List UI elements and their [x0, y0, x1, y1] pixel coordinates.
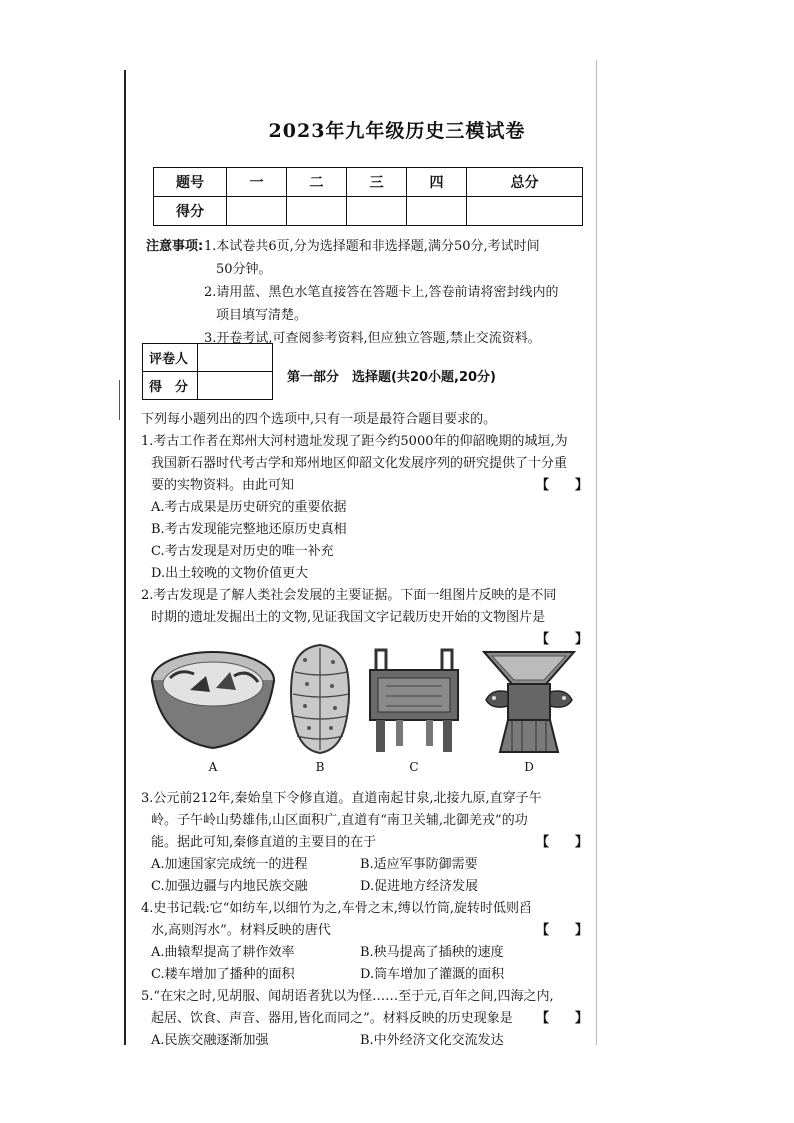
binding-mark [119, 380, 120, 420]
answer-bracket[interactable]: 【 】 [536, 1011, 589, 1026]
notice-item: 1.本试卷共6页,分为选择题和非选择题,满分50分,考试时间 [204, 239, 540, 254]
score-header-cell: 二 [287, 168, 347, 197]
option-d: D.筒车增加了灌溉的面积 [360, 967, 505, 982]
option-d: D.促进地方经济发展 [360, 879, 479, 894]
question-3-stem: 能。据此可知,秦修直道的主要目的在于 [151, 835, 377, 850]
option-a: A.民族交融逐渐加强 [151, 1033, 269, 1048]
answer-bracket[interactable]: 【 】 [536, 478, 589, 493]
score-header-cell: 四 [407, 168, 467, 197]
binding-line [124, 70, 126, 1045]
option-c: C.考古发现是对历史的唯一补充 [151, 544, 334, 559]
artifact-label: A [208, 760, 218, 774]
grader-label: 得 分 [143, 372, 198, 400]
grader-cell[interactable] [198, 372, 273, 400]
question-4-stem: 水,高则泻水”。材料反映的唐代 [151, 923, 331, 938]
artifact-label: C [409, 760, 419, 774]
option-a: A.考古成果是历史研究的重要依据 [151, 500, 347, 515]
score-table-header-row [154, 168, 583, 197]
exam-title: 2023年九年级历史三模试卷 [268, 120, 526, 142]
score-row-label: 得分 [154, 197, 227, 226]
option-b: B.适应军事防御需要 [360, 857, 478, 872]
grader-cell[interactable] [198, 344, 273, 372]
score-table-value-row [154, 197, 583, 226]
score-header-cell: 总分 [467, 168, 583, 197]
score-cell[interactable] [347, 197, 407, 226]
question-1-stem: 要的实物资料。由此可知 [151, 478, 295, 493]
question-4-stem: 4.史书记载:它“如纺车,以细竹为之,车骨之末,缚以竹筒,旋转时低则舀 [141, 901, 532, 916]
score-header-cell: 一 [227, 168, 287, 197]
option-a: A.加速国家完成统一的进程 [151, 857, 308, 872]
grader-table [142, 343, 273, 400]
instruction-text: 下列每小题列出的四个选项中,只有一项是最符合题目要求的。 [141, 412, 497, 427]
score-cell[interactable] [287, 197, 347, 226]
question-2-stem: 时期的遗址发掘出土的文物,见证我国文字记载历史开始的文物图片是 [151, 610, 546, 625]
answer-bracket[interactable]: 【 】 [536, 923, 589, 938]
option-d: D.出土较晚的文物价值更大 [151, 566, 309, 581]
bronze-ding-image [366, 648, 462, 754]
answer-bracket[interactable]: 【 】 [536, 632, 589, 647]
option-b: B.考古发现能完整地还原历史真相 [151, 522, 347, 537]
option-c: C.加强边疆与内地民族交融 [151, 879, 308, 894]
question-2-stem: 2.考古发现是了解人类社会发展的主要证据。下面一组图片反映的是不同 [141, 588, 557, 603]
painted-pottery-basin-image [150, 648, 276, 752]
option-a: A.曲辕犁提高了耕作效率 [151, 945, 295, 960]
page-edge [596, 60, 597, 1045]
question-3-stem: 3.公元前212年,秦始皇下令修直道。直道南起甘泉,北接九原,直穿子午 [141, 791, 542, 806]
notice-head: 注意事项: [146, 239, 204, 254]
question-1-stem: 1.考古工作者在郑州大河村遗址发现了距今约5000年的仰韶晚期的城垣,为 [141, 434, 568, 449]
notice-item: 项目填写清楚。 [216, 308, 308, 323]
oracle-bone-shell-image [287, 642, 353, 756]
bronze-zun-image [478, 648, 580, 754]
question-1-stem: 我国新石器时代考古学和郑州地区仰韶文化发展序列的研究提供了十分重 [151, 456, 568, 471]
question-3-stem: 岭。子午岭山势雄伟,山区面积广,直道有“南卫关辅,北御羌戎”的功 [151, 813, 528, 828]
score-cell[interactable] [407, 197, 467, 226]
notice-item: 2.请用蓝、黑色水笔直接答在答题卡上,答卷前请将密封线内的 [204, 285, 559, 300]
artifact-label: D [524, 760, 534, 774]
option-c: C.耧车增加了播种的面积 [151, 967, 295, 982]
notice-item: 3.开卷考试,可查阅参考资料,但应独立答题,禁止交流资料。 [204, 331, 541, 346]
score-header-cell: 题号 [154, 168, 227, 197]
score-cell[interactable] [467, 197, 583, 226]
question-5-stem: 5.“在宋之时,见胡服、闻胡语者犹以为怪……至于元,百年之间,四海之内, [141, 989, 554, 1004]
score-cell[interactable] [227, 197, 287, 226]
notice-item: 50分钟。 [216, 262, 272, 277]
artifact-label: B [315, 760, 325, 774]
grader-label: 评卷人 [143, 344, 198, 372]
score-header-cell: 三 [347, 168, 407, 197]
score-table [153, 167, 583, 226]
answer-bracket[interactable]: 【 】 [536, 835, 589, 850]
section-title: 第一部分 选择题(共20小题,20分) [287, 370, 497, 385]
option-b: B.秧马提高了插秧的速度 [360, 945, 504, 960]
option-b: B.中外经济文化交流发达 [360, 1033, 504, 1048]
question-5-stem: 起居、饮食、声音、器用,皆化而同之”。材料反映的历史现象是 [151, 1011, 513, 1026]
